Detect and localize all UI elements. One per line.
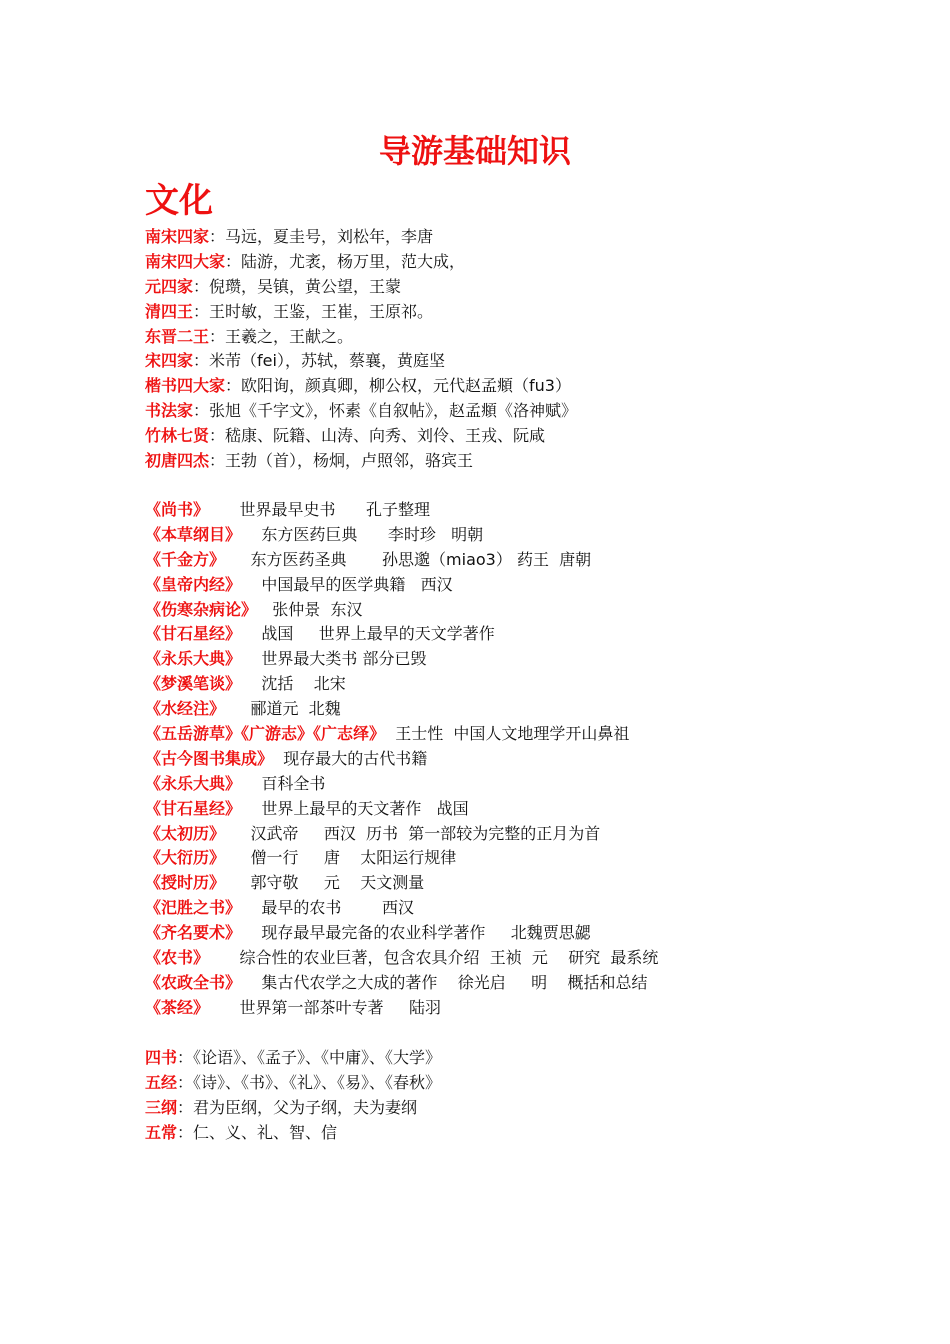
list-item: [145, 1046, 441, 1071]
item-description: 郭守敬 元 天文测量: [225, 873, 425, 893]
item-description: 战国 世界上最早的天文学著作: [241, 624, 495, 644]
people-list: [145, 225, 577, 474]
list-item: [145, 846, 658, 871]
item-term: 宋四家: [145, 351, 194, 371]
item-term: 《永乐大典》: [145, 649, 242, 669]
item-term: 《太初历》: [145, 823, 226, 843]
list-item: [145, 548, 658, 573]
item-term: 书法家: [145, 401, 194, 421]
item-term: 《甘石星经》: [145, 624, 242, 644]
list-item: [145, 449, 577, 474]
page-title: 导游基础知识: [378, 132, 571, 170]
books-list: [145, 498, 658, 1021]
list-item: [145, 573, 658, 598]
list-item: [145, 921, 658, 946]
item-description: 王士性 中国人文地理学开山鼻祖: [385, 724, 630, 744]
list-item: [145, 300, 577, 325]
list-item: [145, 424, 577, 449]
item-term: 《皇帝内经》: [145, 574, 242, 594]
item-description: ：嵇康、阮籍、山涛、向秀、刘伶、王戎、阮咸: [209, 426, 546, 446]
list-item: [145, 1071, 441, 1096]
item-description: 世界第一部茶叶专著 陆羽: [209, 997, 441, 1017]
item-term: 《本草纲目》: [145, 524, 242, 544]
list-item: [145, 275, 577, 300]
list-item: [145, 325, 577, 350]
item-description: 东方医药巨典 李时珍 明朝: [241, 524, 484, 544]
list-item: [145, 946, 658, 971]
item-term: 《农书》: [145, 948, 210, 968]
item-description: ：君为臣纲，父为子纲，夫为妻纲: [177, 1097, 418, 1117]
item-description: ：王勃（首），杨炯，卢照邻，骆宾王: [209, 451, 474, 471]
item-term: 《茶经》: [145, 997, 210, 1017]
item-term: 清四王: [145, 301, 194, 321]
item-term: 南宋四大家: [145, 251, 226, 271]
list-item: [145, 996, 658, 1021]
list-item: [145, 722, 658, 747]
list-item: [145, 647, 658, 672]
list-item: [145, 598, 658, 623]
item-term: 《水经注》: [145, 699, 226, 719]
item-term: 《尚书》: [145, 500, 210, 519]
list-item: [145, 697, 658, 722]
item-term: 《汜胜之书》: [145, 898, 242, 918]
item-description: 现存最大的古代书籍: [273, 748, 428, 768]
item-term: 《大衍历》: [145, 848, 226, 868]
list-item: [145, 971, 658, 996]
item-description: ：王羲之，王献之。: [209, 326, 354, 346]
item-description: 东方医药圣典 孙思邈（miao3） 药王 唐朝: [225, 549, 592, 569]
list-item: [145, 498, 658, 523]
item-term: 南宋四家: [145, 227, 210, 246]
item-description: ：欧阳询，颜真卿，柳公权，元代赵孟頫（fu3）: [225, 376, 571, 396]
list-item: [145, 772, 658, 797]
item-term: 《农政全书》: [145, 972, 242, 992]
item-term: 《梦溪笔谈》: [145, 674, 242, 694]
item-description: ：《诗》、《书》、《礼》、《易》、《春秋》: [177, 1072, 442, 1092]
classics-list: [145, 1046, 441, 1146]
item-term: 竹林七贤: [145, 426, 210, 446]
item-description: ：米芾（fei），苏轼，蔡襄，黄庭坚: [193, 351, 445, 371]
item-description: 僧一行 唐 太阳运行规律: [225, 848, 457, 868]
item-description: 综合性的农业巨著，包含农具介绍 王祯 元 研究 最系统: [209, 948, 659, 968]
list-item: [145, 225, 577, 250]
item-description: 现存最早最完备的农业科学著作 北魏贾思勰: [241, 923, 591, 943]
item-description: 世界最大类书 部分已毁: [241, 649, 427, 669]
list-item: [145, 1121, 441, 1146]
item-description: ：倪瓒，吴镇，黄公望，王蒙: [193, 276, 402, 296]
item-description: ：张旭《千字文》，怀素《自叙帖》，赵孟頫《洛神赋》: [193, 401, 578, 421]
item-description: 世界最早史书 孔子整理: [209, 500, 431, 519]
item-term: 三纲: [145, 1097, 178, 1117]
item-description: ：马远，夏圭号，刘松年，李唐: [209, 227, 434, 246]
list-item: [145, 399, 577, 424]
item-description: 集古代农学之大成的著作 徐光启 明 概括和总结: [241, 972, 648, 992]
item-term: 楷书四大家: [145, 376, 226, 396]
item-description: 沈括 北宋: [241, 674, 346, 694]
item-description: ：仁、义、礼、智、信: [177, 1122, 338, 1142]
list-item: [145, 1096, 441, 1121]
item-description: 最早的农书 西汉: [241, 898, 415, 918]
list-item: [145, 523, 658, 548]
item-term: 《千金方》: [145, 549, 226, 569]
list-item: [145, 871, 658, 896]
item-description: 世界上最早的天文著作 战国: [241, 798, 469, 818]
list-item: [145, 622, 658, 647]
list-item: [145, 672, 658, 697]
list-item: [145, 896, 658, 921]
item-term: 《齐名要术》: [145, 923, 242, 943]
item-term: 《永乐大典》: [145, 773, 242, 793]
item-description: 中国最早的医学典籍 西汉: [241, 574, 453, 594]
item-term: 四书: [145, 1048, 178, 1067]
item-description: ：王时敏，王鉴，王崔，王原祁。: [193, 301, 434, 321]
list-item: [145, 349, 577, 374]
item-term: 初唐四杰: [145, 451, 210, 471]
item-term: 《甘石星经》: [145, 798, 242, 818]
list-item: [145, 374, 577, 399]
item-term: 五常: [145, 1122, 178, 1142]
list-item: [145, 797, 658, 822]
item-description: 郦道元 北魏: [225, 699, 341, 719]
section-heading: 文化: [145, 181, 213, 221]
list-item: [145, 747, 658, 772]
item-term: 《授时历》: [145, 873, 226, 893]
item-term: 《五岳游草》《广游志》《广志绎》: [145, 724, 386, 744]
item-description: 汉武帝 西汉 历书 第一部较为完整的正月为首: [225, 823, 601, 843]
item-term: 元四家: [145, 276, 194, 296]
item-term: 五经: [145, 1072, 178, 1092]
item-term: 《古今图书集成》: [145, 748, 274, 768]
item-term: 东晋二王: [145, 326, 210, 346]
list-item: [145, 822, 658, 847]
item-description: 张仲景 东汉: [257, 599, 363, 619]
list-item: [145, 250, 577, 275]
item-term: 《伤寒杂病论》: [145, 599, 258, 619]
item-description: ：《论语》、《孟子》、《中庸》、《大学》: [177, 1048, 442, 1067]
item-description: 百科全书: [241, 773, 326, 793]
item-description: ：陆游，尤袤，杨万里，范大成，: [225, 251, 466, 271]
